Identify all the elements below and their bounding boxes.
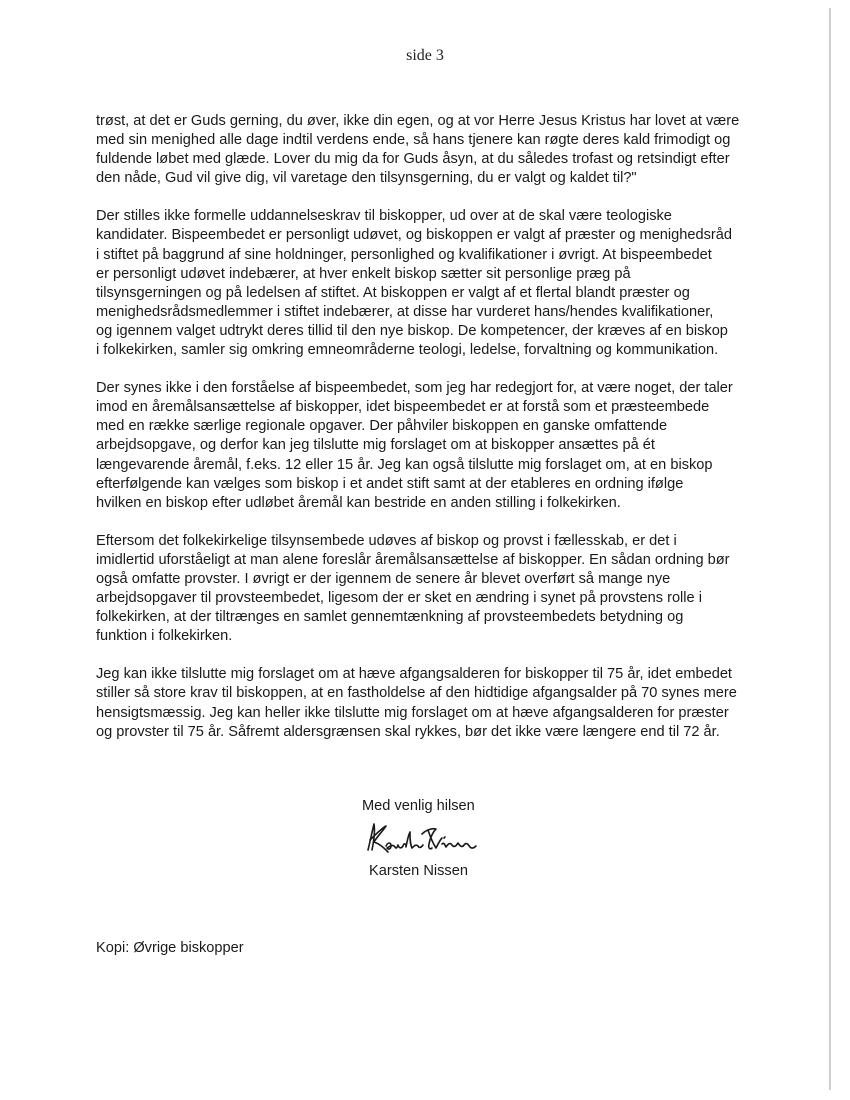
paragraph-3 bbox=[96, 379, 756, 513]
text-line: menighedsrådsmedlemmer i stiftet indebærer, at disse har vurderet hans/hendes kvalifikationer, bbox=[96, 303, 714, 320]
text-line: kandidater. Bispeembedet er personligt udøvet, og biskoppen er valgt af præster og menighedsråd bbox=[96, 227, 733, 244]
text-line: hvilken en biskop efter udløbet åremål kan bestride en anden stilling i folkekirken. bbox=[96, 494, 621, 511]
paragraph-1 bbox=[96, 112, 756, 188]
text-line: stiller så store krav til biskoppen, at en fastholdelse af den hidtidige afgangsalder på 70 synes mere bbox=[96, 685, 737, 702]
text-line: Jeg kan ikke tilslutte mig forslaget om at hæve afgangsalderen for biskopper til 75 år, idet embedet bbox=[96, 666, 732, 683]
text-line: også omfatte provster. I øvrigt er der igennem de senere år blevet overført så mange nye bbox=[96, 570, 671, 587]
paragraph-4 bbox=[96, 532, 756, 647]
paragraph-5 bbox=[96, 665, 756, 741]
closing-greeting: Med venlig hilsen bbox=[362, 798, 475, 814]
text-line: længevarende åremål, f.eks. 12 eller 15 år. Jeg kan også tilslutte mig forslaget om, at en biskop bbox=[96, 456, 713, 473]
text-line: tilsynsgerningen og på ledelsen af stiftet. At biskoppen er valgt af et flertal blandt præster og bbox=[96, 284, 690, 301]
text-line: arbejdsopgaver til provsteembedet, ligesom der er sket en ændring i synet på provstens rolle i bbox=[96, 590, 702, 607]
paragraph-2 bbox=[96, 207, 756, 360]
text-line: og igennem valget udtrykt deres tillid til den nye biskop. De kompetencer, der kræves af en biskop bbox=[96, 322, 728, 339]
text-line: Eftersom det folkekirkelige tilsynsembede udøves af biskop og provst i fællesskab, er det i bbox=[96, 532, 677, 549]
text-line: i folkekirken, samler sig omkring emneområderne teologi, ledelse, forvaltning og kommunikation. bbox=[96, 342, 719, 359]
text-line: fuldende løbet med glæde. Lover du mig da for Guds åsyn, at du således trofast og retsindigt efter bbox=[96, 151, 730, 168]
text-line: trøst, at det er Guds gerning, du øver, ikke din egen, og at vor Herre Jesus Kristus har lovet at være bbox=[96, 113, 740, 129]
letter-body bbox=[96, 112, 756, 761]
page-number: side 3 bbox=[406, 47, 444, 64]
text-line: Der synes ikke i den forståelse af bispeembedet, som jeg har redegjort for, at være noget, der taler bbox=[96, 380, 733, 397]
handwritten-signature bbox=[360, 820, 480, 864]
scan-edge-line bbox=[829, 8, 831, 1090]
text-line: med en række særlige regionale opgaver. Der påhviler biskoppen en ganske omfattende bbox=[96, 418, 668, 435]
text-line: er personligt udøvet indebærer, at hver enkelt biskop sætter sit personlige præg på bbox=[96, 265, 631, 282]
text-line: Der stilles ikke formelle uddannelseskrav til biskopper, ud over at de skal være teologiske bbox=[96, 208, 672, 225]
text-line: med sin menighed alle dage indtil verdens ende, så hans tjenere kan røgte deres kald frimodigt og bbox=[96, 132, 731, 149]
text-line: arbejdsopgave, og derfor kan jeg tilslutte mig forslaget om at biskopper ansættes på ét bbox=[96, 437, 655, 454]
text-line: imidlertid uforståeligt at man alene foreslår åremålsansættelse af biskopper. En sådan ordning bør bbox=[96, 551, 730, 568]
text-line: den nåde, Gud vil give dig, vil varetage den tilsynsgerning, du er valgt og kaldet til?" bbox=[96, 170, 637, 187]
text-line: efterfølgende kan vælges som biskop i et andet stift samt at der etableres en ordning ifølge bbox=[96, 475, 684, 492]
text-line: hensigtsmæssig. Jeg kan heller ikke tilslutte mig forslaget om at hæve afgangsalderen for præster bbox=[96, 704, 729, 721]
text-line: funktion i folkekirken. bbox=[96, 628, 233, 645]
text-line: imod en åremålsansættelse af biskopper, idet bispeembedet er at forstå som et præsteembede bbox=[96, 399, 710, 416]
signer-name: Karsten Nissen bbox=[369, 863, 468, 879]
text-line: og provster til 75 år. Såfremt aldersgrænsen skal rykkes, bør det ikke være længere end til 72 år. bbox=[96, 723, 720, 740]
text-line: i stiftet på baggrund af sine holdninger, personlighed og kvalifikationer i øvrigt. At bispeembedet bbox=[96, 246, 712, 263]
copy-note: Kopi: Øvrige biskopper bbox=[96, 940, 244, 956]
text-line: folkekirken, at der tiltrænges en samlet gennemtænkning af provsteembedets betydning og bbox=[96, 609, 684, 626]
